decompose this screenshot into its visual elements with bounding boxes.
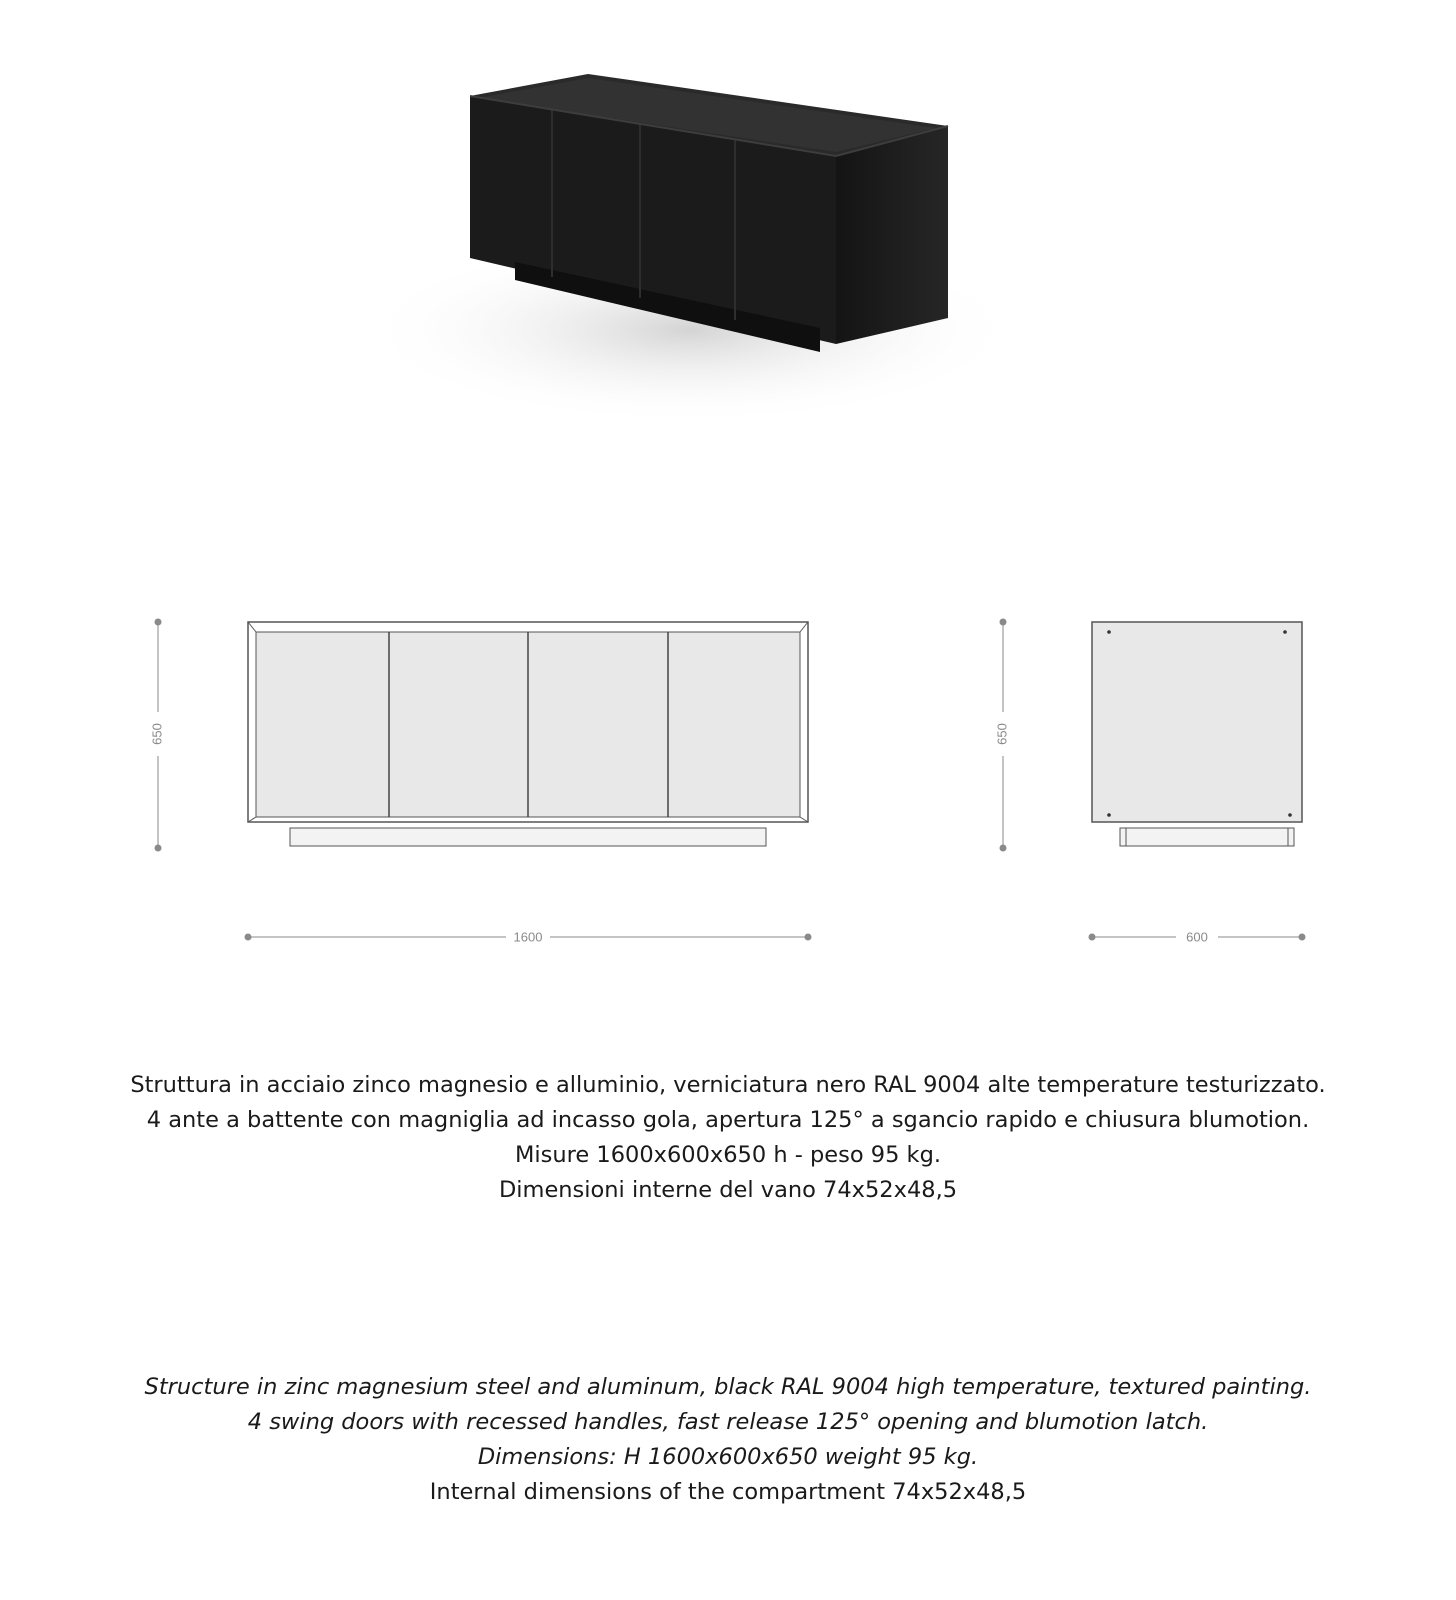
side-width-label: 600 (1186, 929, 1208, 945)
english-line-4: Internal dimensions of the compartment 74x52x48,5 (429, 1479, 1027, 1505)
side-view (1092, 622, 1302, 846)
italian-line-3: Misure 1600x600x650 h - peso 95 kg. (514, 1142, 942, 1168)
front-height-dimension (149, 619, 164, 852)
english-line-2: 4 swing doors with recessed handles, fast release 125° opening and blumotion latch. (247, 1409, 1209, 1435)
italian-line-1: Struttura in acciaio zinco magnesio e alluminio, verniciatura nero RAL 9004 alte temperature testurizzato. (130, 1072, 1326, 1098)
front-width-label: 1600 (513, 929, 543, 945)
english-line-1: Structure in zinc magnesium steel and aluminum, black RAL 9004 high temperature, textured painting. (144, 1374, 1312, 1400)
italian-description (0, 1068, 1456, 1208)
side-width-dimension (1089, 929, 1306, 944)
front-width-dimension (245, 929, 812, 944)
front-plinth (290, 828, 766, 846)
english-line-3: Dimensions: H 1600x600x650 weight 95 kg. (477, 1444, 979, 1470)
english-description (0, 1370, 1456, 1510)
front-height-label: 650 (149, 723, 165, 745)
front-view (248, 622, 808, 846)
side-plinth (1120, 828, 1294, 846)
side-height-label: 650 (994, 723, 1010, 745)
side-height-dimension (994, 619, 1009, 852)
italian-line-2: 4 ante a battente con magniglia ad incasso gola, apertura 125° a sgancio rapido e chiusura blumotion. (146, 1107, 1310, 1133)
italian-line-4: Dimensioni interne del vano 74x52x48,5 (498, 1177, 958, 1203)
